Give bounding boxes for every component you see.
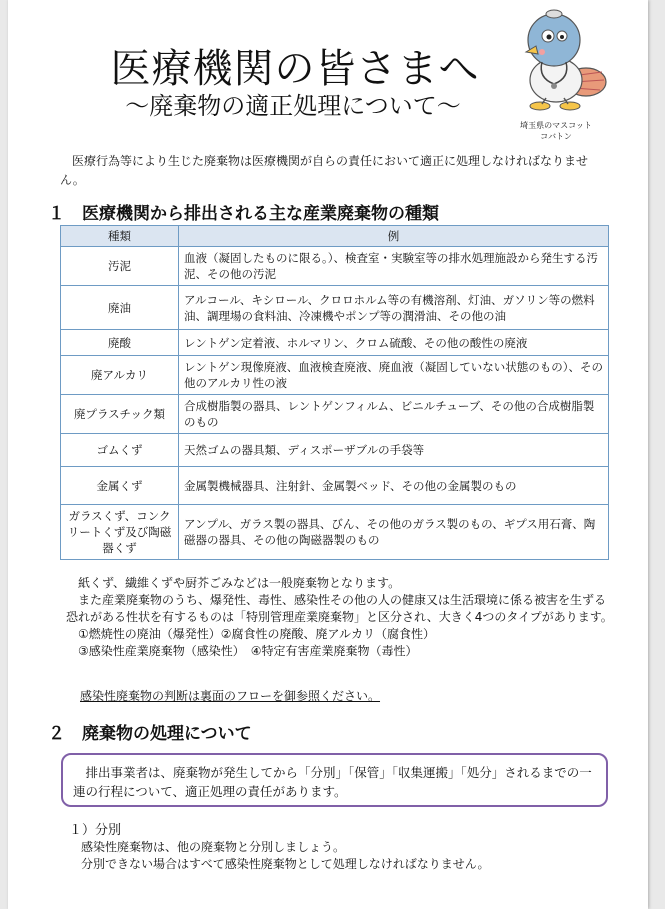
cell-example: 血液（凝固したものに限る。）、検査室・実験室等の排水処理施設から発生する汚泥、その他の汚泥 — [179, 247, 609, 286]
responsibility-text: 排出事業者は、廃棄物が発生してから「分別」「保管」「収集運搬」「処分」されるまでの一連の行程について、適正処理の責任があります。 — [73, 765, 592, 799]
document-page — [8, 0, 648, 909]
cell-example: 天然ゴムの器具類、ディスポーザブルの手袋等 — [179, 434, 609, 467]
cell-example: 金属製機械器具、注射針、金属製ベッド、その他の金属製のもの — [179, 467, 609, 505]
column-header-kind: 種類 — [61, 226, 179, 247]
column-header-example: 例 — [179, 226, 609, 247]
cell-kind: 廃アルカリ — [61, 356, 179, 395]
page-title: 医療機関の皆さまへ — [110, 46, 480, 92]
cell-kind: 金属くず — [61, 467, 179, 505]
table-row — [61, 505, 609, 560]
table-row — [61, 467, 609, 505]
cell-example: 合成樹脂製の器具、レントゲンフィルム、ビニルチューブ、その他の合成樹脂製のもの — [179, 395, 609, 434]
table-row — [61, 395, 609, 434]
mascot-caption-line1: 埼玉県のマスコット — [520, 121, 592, 130]
table-row — [61, 434, 609, 467]
cell-kind: 廃油 — [61, 286, 179, 330]
cell-example: レントゲン定着液、ホルマリン、クロム硫酸、その他の酸性の廃液 — [179, 330, 609, 356]
infectious-waste-note: 感染性廃棄物の判断は裏面のフローを御参照ください。 — [80, 689, 381, 703]
cell-example: アルコール、キシロール、クロロホルム等の有機溶剤、灯油、ガソリン等の燃料油、調理場の食料油、冷凍機やポンプ等の潤滑油、その他の油 — [179, 286, 609, 330]
table-row — [61, 330, 609, 356]
special-waste-types-line2: ③感染性産業廃棄物（感染性） ④特定有害産業廃棄物（毒性） — [78, 644, 418, 658]
sorting-line1: 感染性廃棄物は、他の廃棄物と分別しましょう。 — [81, 840, 346, 854]
section1-heading: １ 医療機関から排出される主な産業廃棄物の種類 — [48, 204, 439, 224]
cell-example: アンプル、ガラス製の器具、びん、その他のガラス製のもの、ギプス用石膏、陶磁器の器具、その他の陶磁器製のもの — [179, 505, 609, 560]
kobaton-mascot-icon — [498, 2, 614, 120]
cell-kind: 汚泥 — [61, 247, 179, 286]
special-waste-section — [66, 575, 614, 660]
cell-example: レントゲン現像廃液、血液検査廃液、廃血液（凝固していない状態のもの）、その他のアルカリ性の液 — [179, 356, 609, 395]
special-waste-types-line1: ①燃焼性の廃油（爆発性）②腐食性の廃酸、廃アルカリ（腐食性） — [78, 627, 436, 641]
sorting-line2: 分別できない場合はすべて感染性廃棄物として処理しなければなりません。 — [81, 857, 490, 871]
section2-heading: ２ 廃棄物の処理について — [48, 724, 252, 744]
cell-kind: 廃プラスチック類 — [61, 395, 179, 434]
table-header-row — [61, 226, 609, 247]
sorting-subheading: １）分別 — [69, 823, 122, 838]
intro-paragraph: 医療行為等により生じた廃棄物は医療機関が自らの責任において適正に処理しなければなりません。 — [60, 154, 589, 187]
table-row — [61, 356, 609, 395]
mascot-caption-line2: コバトン — [540, 132, 572, 141]
cell-kind: ゴムくず — [61, 434, 179, 467]
table-row — [61, 286, 609, 330]
general-waste-paragraph: 紙くず、繊維くずや厨芥ごみなどは一般廃棄物となります。 — [78, 576, 401, 590]
table-row — [61, 247, 609, 286]
cell-kind: ガラスくず、コンクリートくず及び陶磁器くず — [61, 505, 179, 560]
waste-types-table — [60, 225, 609, 560]
special-waste-paragraph: また産業廃棄物のうち、爆発性、毒性、感染性その他の人の健康又は生活環境に係る被害を生ずる恐れがある性状を有するものは「特別管理産業廃棄物」と区分され、大きく4つのタイプがあります。 — [66, 593, 613, 624]
page-subtitle: ～廃棄物の適正処理について～ — [125, 92, 461, 120]
responsibility-callout-box — [61, 753, 608, 807]
cell-kind: 廃酸 — [61, 330, 179, 356]
mascot-caption — [504, 120, 608, 142]
